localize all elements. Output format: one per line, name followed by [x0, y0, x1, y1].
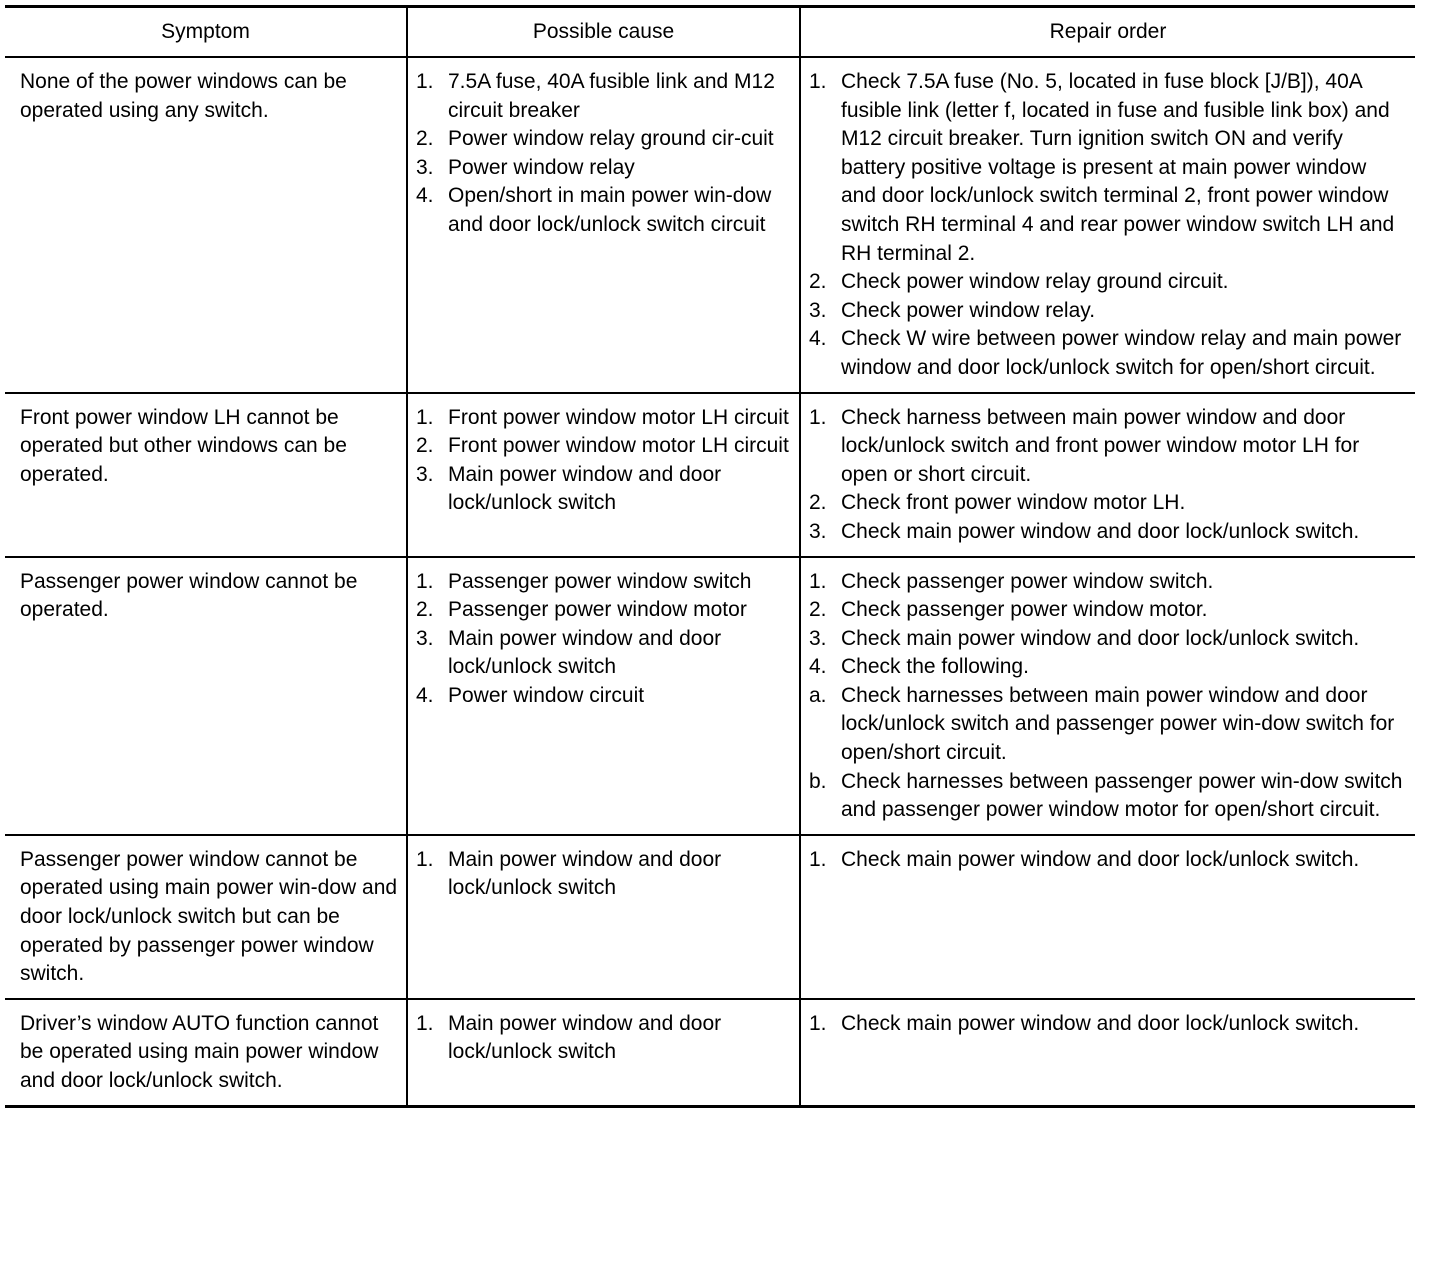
cause-list	[416, 1010, 791, 1067]
symptom-column-header: Symptom	[5, 7, 407, 58]
cause-list	[416, 846, 791, 903]
list-item-text: Check 7.5A fuse (No. 5, located in fuse block [J/B]), 40A fusible link (letter f, located in fuse and fusible link box) and M12 circuit breaker. Turn ignition switch ON and verify battery positive voltage is present at main power window and door lock/unlock switch terminal 2, front power window switch RH terminal 4 and rear power window switch LH and RH terminal 2.	[841, 70, 1395, 265]
list-item-text: Main power window and door lock/unlock switch	[448, 626, 722, 679]
repair-list	[809, 404, 1407, 547]
repair-order-column-header: Repair order	[800, 7, 1415, 58]
list-item-text: Main power window and door lock/unlock switch	[448, 462, 722, 515]
possible-cause-cell	[407, 835, 800, 999]
list-marker: 2.	[416, 598, 434, 622]
symptom-cell: Passenger power window cannot be operated.	[5, 557, 407, 835]
list-item	[416, 625, 791, 682]
list-marker: 1.	[809, 70, 827, 93]
list-item	[809, 846, 1407, 875]
table-row	[5, 999, 1415, 1106]
cause-list	[416, 568, 791, 711]
table-row	[5, 557, 1415, 835]
list-marker: 2.	[809, 270, 827, 294]
list-item	[809, 404, 1407, 490]
possible-cause-cell	[407, 999, 800, 1106]
possible-cause-cell	[407, 57, 800, 393]
list-marker: 1.	[809, 1011, 827, 1035]
list-marker: 1.	[416, 569, 434, 593]
list-item-text: Check harnesses between passenger power win-dow switch and passenger power window motor for open/short circuit.	[841, 769, 1403, 822]
list-item	[809, 268, 1407, 297]
list-marker: 1.	[809, 405, 827, 429]
list-item-text: Front power window motor LH circuit	[448, 405, 789, 429]
possible-cause-column-header: Possible cause	[407, 7, 800, 58]
list-item-text: Check main power window and door lock/unlock switch.	[841, 847, 1360, 871]
list-marker: 4.	[809, 327, 827, 351]
list-item	[416, 461, 791, 518]
list-item-text: Open/short in main power win-dow and door lock/unlock switch circuit	[448, 184, 772, 236]
list-marker: 3.	[416, 155, 434, 179]
list-item-text: Power window relay	[448, 155, 635, 179]
list-item	[809, 325, 1407, 382]
list-item	[809, 568, 1407, 597]
list-item	[416, 1010, 791, 1067]
repair-order-cell	[800, 57, 1415, 393]
list-item	[416, 154, 791, 183]
list-item-text: Passenger power window switch	[448, 569, 752, 593]
list-item-text: Check passenger power window switch.	[841, 569, 1214, 593]
list-item	[416, 596, 791, 625]
list-item	[416, 846, 791, 903]
list-item-text: Check harness between main power window and door lock/unlock switch and front power window motor LH for open or short circuit.	[841, 405, 1360, 486]
list-marker: 3.	[416, 462, 434, 486]
repair-list	[809, 568, 1407, 825]
list-marker: 1.	[416, 847, 434, 871]
repair-list	[809, 846, 1407, 875]
list-item	[416, 404, 791, 433]
list-item	[809, 68, 1407, 268]
list-item-text: Check W wire between power window relay and main power window and door lock/unlock switch for open/short circuit.	[841, 327, 1402, 379]
list-item	[809, 1010, 1407, 1039]
symptom-cell: None of the power windows can be operated using any switch.	[5, 57, 407, 393]
repair-list	[809, 1010, 1407, 1039]
list-item-text: Front power window motor LH circuit	[448, 434, 789, 458]
symptom-cell: Passenger power window cannot be operated using main power win-dow and door lock/unlock switch but can be operated by passenger power window switch.	[5, 835, 407, 999]
list-item-text: Check main power window and door lock/unlock switch.	[841, 626, 1360, 650]
list-item-text: Main power window and door lock/unlock switch	[448, 847, 722, 900]
list-item	[809, 489, 1407, 518]
symptom-cell: Front power window LH cannot be operated but other windows can be operated.	[5, 393, 407, 557]
repair-order-cell	[800, 999, 1415, 1106]
list-marker: 2.	[416, 434, 434, 458]
list-marker: 3.	[809, 626, 827, 650]
list-marker: 1.	[416, 1011, 434, 1035]
possible-cause-cell	[407, 557, 800, 835]
list-marker: a.	[809, 683, 827, 707]
list-item-text: 7.5A fuse, 40A fusible link and M12 circuit breaker	[448, 70, 775, 122]
possible-cause-cell	[407, 393, 800, 557]
table-row	[5, 835, 1415, 999]
list-marker: 1.	[416, 70, 434, 93]
list-marker: 4.	[809, 655, 827, 679]
list-item	[809, 596, 1407, 625]
list-item-text: Check main power window and door lock/unlock switch.	[841, 1011, 1360, 1035]
repair-order-cell	[800, 835, 1415, 999]
list-marker: 2.	[809, 491, 827, 515]
list-item-text: Check the following.	[841, 655, 1029, 679]
list-item	[416, 182, 791, 239]
symptom-cell: Driver’s window AUTO function cannot be operated using main power window and door lock/unlock switch.	[20, 1011, 379, 1092]
table-row	[5, 393, 1415, 557]
list-item-text: Power window circuit	[448, 683, 645, 707]
list-item	[809, 297, 1407, 326]
list-item	[809, 625, 1407, 654]
list-marker: 1.	[809, 569, 827, 593]
list-item	[809, 682, 1407, 768]
list-marker: 1.	[809, 847, 827, 871]
list-marker: 2.	[416, 127, 434, 151]
list-item-text: Check power window relay.	[841, 298, 1096, 322]
list-item-text: Check harnesses between main power window and door lock/unlock switch and passenger power win-dow switch for open/short circuit.	[841, 683, 1395, 765]
list-item	[416, 68, 791, 125]
list-item-text: Check power window relay ground circuit.	[841, 270, 1229, 294]
list-item	[809, 518, 1407, 547]
list-marker: 1.	[416, 405, 434, 429]
table-row	[5, 57, 1415, 393]
list-item	[809, 768, 1407, 825]
cause-list	[416, 68, 791, 240]
list-marker: b.	[809, 769, 827, 793]
list-item-text: Power window relay ground cir-cuit	[448, 127, 774, 151]
list-item	[416, 682, 791, 711]
list-item	[416, 432, 791, 461]
repair-list	[809, 68, 1407, 383]
list-item-text: Passenger power window motor	[448, 598, 747, 622]
list-marker: 3.	[809, 298, 827, 322]
list-item	[809, 653, 1407, 682]
cause-list	[416, 404, 791, 518]
repair-order-cell	[800, 393, 1415, 557]
list-item	[416, 125, 791, 154]
troubleshooting-table	[5, 5, 1415, 1108]
list-marker: 4.	[416, 184, 434, 208]
list-marker: 3.	[809, 519, 827, 543]
list-marker: 4.	[416, 683, 434, 707]
list-item-text: Check main power window and door lock/unlock switch.	[841, 519, 1360, 543]
list-item-text: Main power window and door lock/unlock switch	[448, 1011, 722, 1064]
list-item-text: Check passenger power window motor.	[841, 598, 1208, 622]
list-marker: 3.	[416, 626, 434, 650]
list-marker: 2.	[809, 598, 827, 622]
list-item-text: Check front power window motor LH.	[841, 491, 1186, 515]
repair-order-cell	[800, 557, 1415, 835]
header-row	[5, 7, 1415, 58]
list-item	[416, 568, 791, 597]
